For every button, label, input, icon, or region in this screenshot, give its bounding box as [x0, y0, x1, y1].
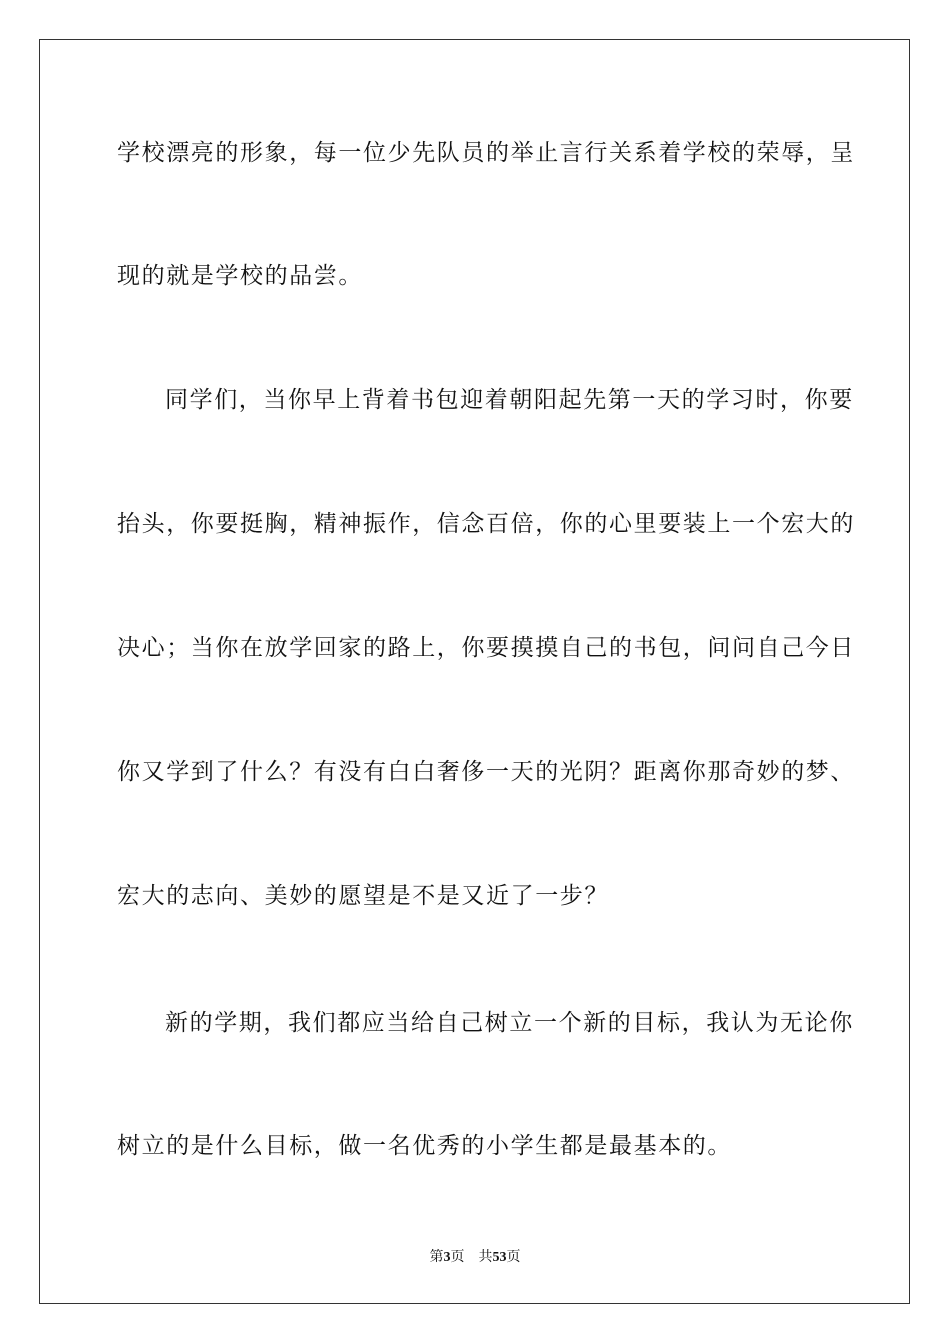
footer-total-prefix: 共 [478, 1249, 493, 1265]
text-line-4: 抬头，你要挺胸，精神振作，信念百倍，你的心里要装上一个宏大的 [117, 511, 855, 537]
text-line-5: 决心；当你在放学回家的路上，你要摸摸自己的书包，问问自己今日 [117, 635, 855, 661]
text-line-3: 同学们，当你早上背着书包迎着朝阳起先第一天的学习时，你要 [165, 387, 854, 413]
footer-total-pages: 53 [492, 1250, 507, 1265]
footer-page-suffix: 页 [450, 1249, 465, 1265]
footer-total-suffix: 页 [506, 1249, 521, 1265]
page-border [39, 39, 910, 1304]
footer-page-prefix: 第 [429, 1249, 444, 1265]
text-line-7: 宏大的志向、美妙的愿望是不是又近了一步？ [117, 883, 609, 909]
footer-page-number: 3 [443, 1250, 451, 1265]
text-line-2: 现的就是学校的品尝。 [117, 263, 363, 289]
text-line-6: 你又学到了什么？有没有白白奢侈一天的光阴？距离你那奇妙的梦、 [117, 759, 855, 785]
text-line-1: 学校漂亮的形象，每一位少先队员的举止言行关系着学校的荣辱，呈 [117, 140, 855, 166]
page-footer [0, 1248, 950, 1267]
text-line-9: 树立的是什么目标，做一名优秀的小学生都是最基本的。 [117, 1133, 732, 1159]
text-line-8: 新的学期，我们都应当给自己树立一个新的目标，我认为无论你 [165, 1010, 854, 1036]
